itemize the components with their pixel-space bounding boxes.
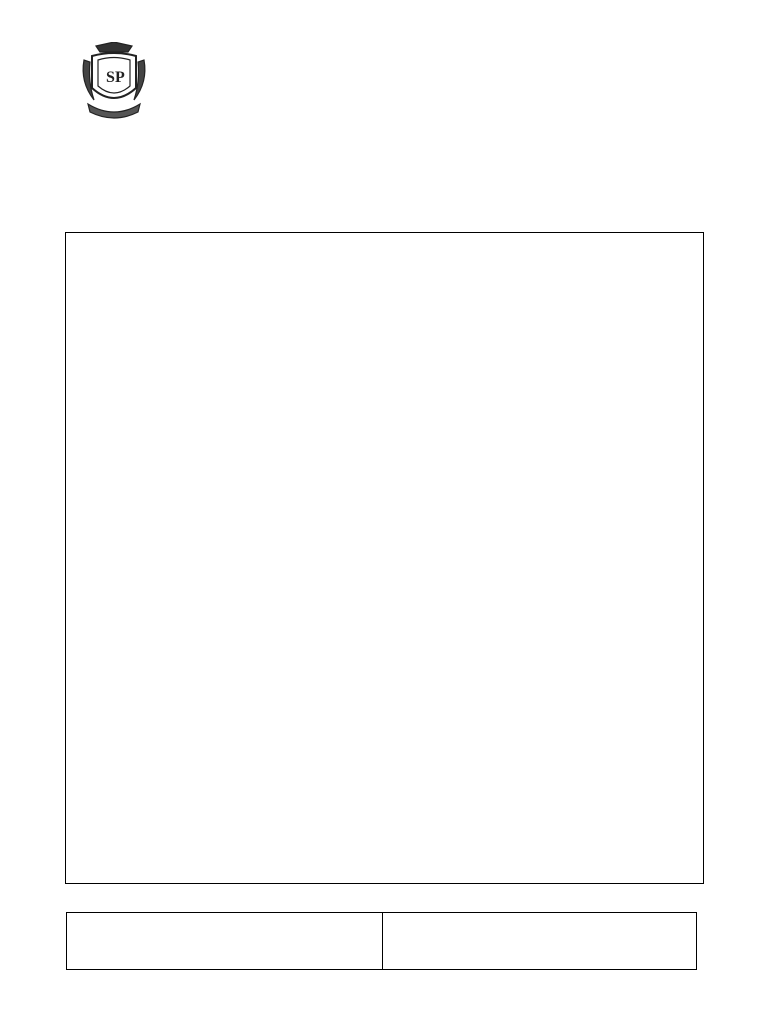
frequency-table (65, 232, 704, 884)
svg-text:P: P (115, 69, 125, 86)
sao-paulo-coat-of-arms-seal (78, 42, 150, 120)
svg-text:S: S (106, 69, 115, 86)
elaborado-signature-box (66, 912, 383, 970)
ratificado-signature-box (382, 912, 697, 970)
